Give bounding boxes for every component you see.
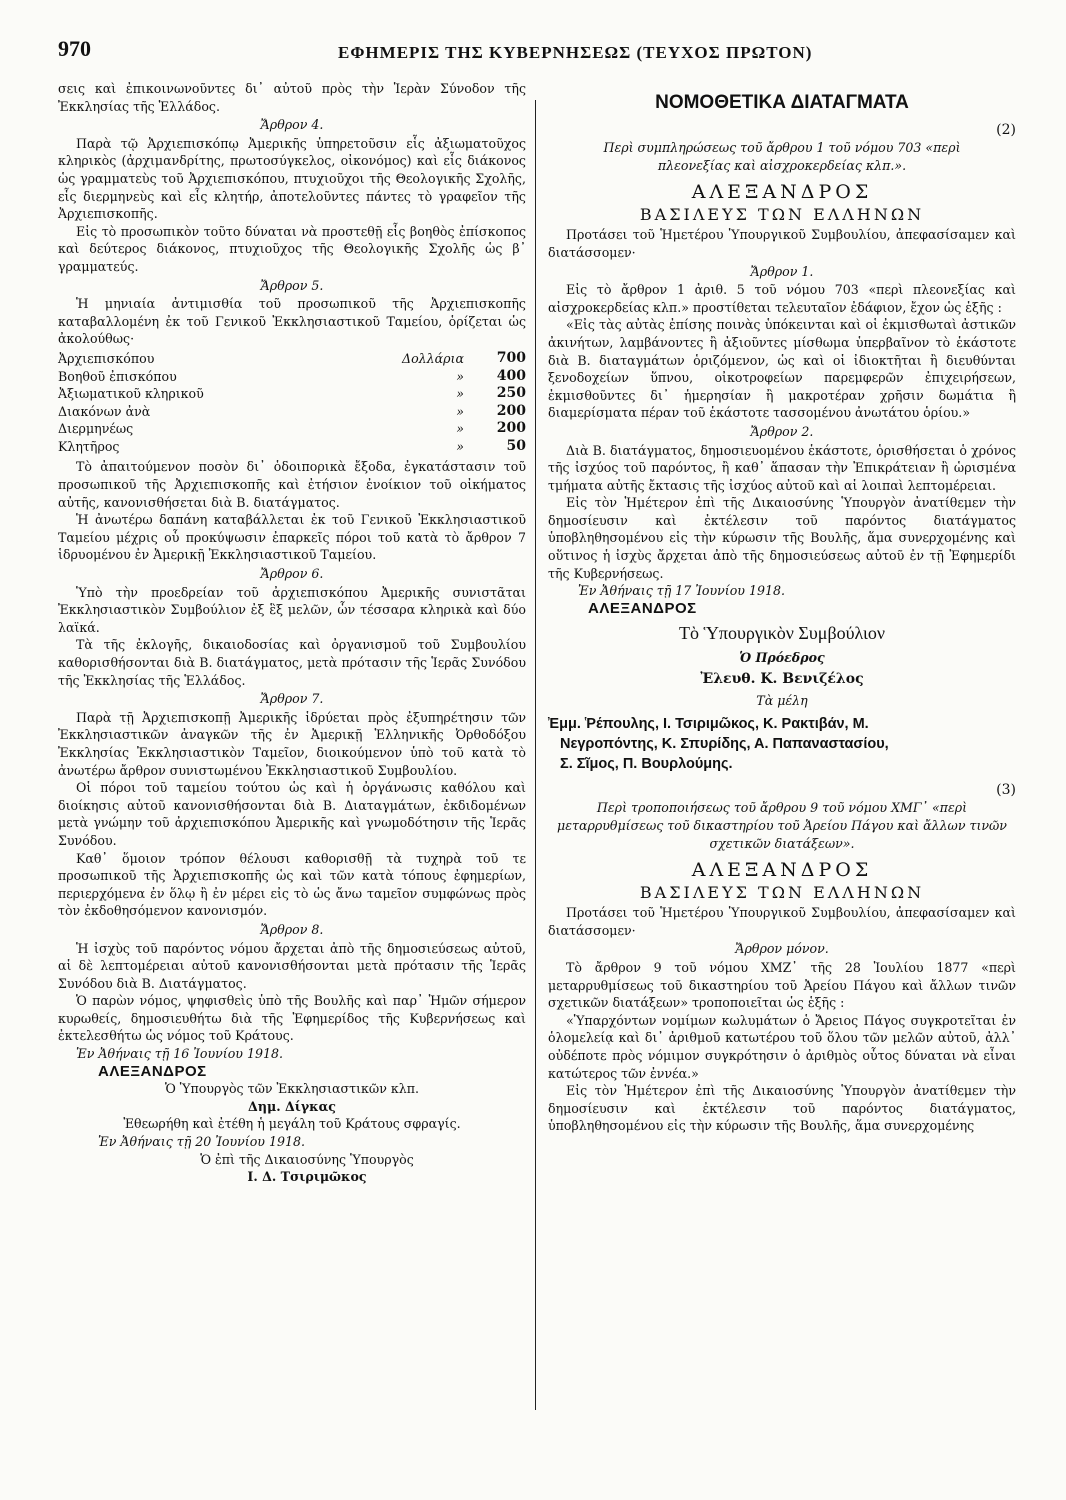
king-name: ΑΛΕΞΑΝΔΡΟΣ [691,181,873,204]
seal-note: Ἐθεωρήθη καὶ ἐτέθη ἡ μεγάλη τοῦ Κράτους σφραγίς. [123,1116,461,1132]
decree-subject: Περὶ τροποποιήσεως τοῦ ἄρθρου 9 τοῦ νόμου ΧΜΓ᾽ «περὶ μεταρρυθμίσεως τοῦ δικαστηρίου τοῦ Ἀρείου Πάγου καὶ ἄλλων τινῶν σχετικῶν διατάξεων». [557,800,1007,851]
salary-currency: » [456,386,464,402]
date-line: Ἐν Ἀθήναις τῇ 16 Ἰουνίου 1918. [76,1046,284,1062]
left-column [58,80,526,1186]
salary-currency: » [456,438,464,454]
paragraph: Προτάσει τοῦ Ἡμετέρου Ὑπουργικοῦ Συμβουλίου, ἀπεφασίσαμεν καὶ διατάσσομεν· [548,905,1016,938]
paragraph: Ὁ παρὼν νόμος, ψηφισθεὶς ὑπὸ τῆς Βουλῆς καὶ παρ᾽ Ἡμῶν σήμερον κυρωθείς, δημοσιευθήτω διὰ τῆς Ἐφημερίδος τῆς Κυβερνήσεως καὶ ἐκτελεσθήτω ὡς νόμος τοῦ Κράτους. [58,993,526,1044]
salary-amount: 50 [506,437,526,454]
table-row [58,438,526,456]
decree-number: (3) [996,781,1016,798]
council-members [548,714,1016,774]
paragraph: Εἰς τὸν Ἡμέτερον ἐπὶ τῆς Δικαιοσύνης Ὑπουργὸν ἀνατίθεμεν τὴν δημοσίευσιν καὶ ἐκτέλεσιν τοῦ παρόντος διατάγματος ὑποβληθησομένου εἰς τὴν κύρωσιν τῆς Βουλῆς, ἅμα συνερχομένης καὶ οὕτινος ἡ ἰσχὺς ἄρχεται ἀπὸ τῆς δημοσιεύσεως αὐτοῦ ἐν τῇ Ἐφημερίδι τῆς Κυβερνήσεως. [548,495,1016,581]
paragraph: Εἰς τὸ προσωπικὸν τοῦτο δύναται νὰ προστεθῇ εἷς βοηθὸς ἐπίσκοπος καὶ δεύτερος διάκονος, πτυχιοῦχος τῆς Θεολογικῆς Σχολῆς ὡς β᾽ γραμματεύς. [58,223,526,274]
article-heading: Ἄρθρον 2. [750,423,814,439]
president-label: Ὁ Πρόεδρος [739,650,825,666]
page-header [58,36,1018,68]
justice-minister-name: Ι. Δ. Τσιριμῶκος [247,1169,367,1185]
salary-currency: Δολλάρια [402,350,464,366]
salary-role: Διερμηνέως [58,421,134,437]
date-line: Ἐν Ἀθήναις τῇ 17 Ἰουνίου 1918. [578,583,786,599]
article-heading: Ἄρθρον 4. [260,117,324,133]
table-row [58,403,526,421]
paragraph: Τὰ τῆς ἐκλογῆς, δικαιοδοσίας καὶ ὀργανισμοῦ τοῦ Συμβουλίου καθορισθήσονται διὰ Β. διατάγματος, μετὰ πρότασιν τῆς Ἱερᾶς Συνόδου τῆς Ἐκκλησίας τῆς Ἑλλάδος. [58,637,526,688]
article-heading: Ἄρθρον μόνον. [735,941,829,957]
decree-number: (2) [996,121,1016,138]
salary-currency: » [456,403,464,419]
paragraph: Τὸ ἀπαιτούμενον ποσὸν δι᾽ ὁδοιπορικὰ ἔξοδα, ἐγκατάστασιν τοῦ προσωπικοῦ τῆς Ἀρχιεπισκοπῆς καὶ ἐτήσιον ἐνοίκιον τοῦ οἰκήματος αὐτῆς, κανονισθήσεται διὰ Β. διατάγματος. [58,459,526,510]
council-title: Τὸ Ὑπουργικὸν Συμβούλιον [678,623,886,644]
salary-role: Κλητῆρος [58,438,120,454]
members-line: Ἐμμ. Ῥέπουλης, Ι. Τσιριμῶκος, Κ. Ρακτιβάν, Μ. [548,715,869,732]
salary-role: Βοηθοῦ ἐπισκόπου [58,368,177,384]
right-column [548,80,1016,1135]
salary-amount: 250 [496,385,526,402]
salary-amount: 200 [496,402,526,419]
article-heading: Ἄρθρον 1. [750,263,814,279]
article-heading: Ἄρθρον 8. [260,921,324,937]
paragraph: Προτάσει τοῦ Ἡμετέρου Ὑπουργικοῦ Συμβουλίου, ἀπεφασίσαμεν καὶ διατάσσομεν· [548,227,1016,260]
paragraph: Παρὰ τῇ Ἀρχιεπισκοπῇ Ἀμερικῆς ἱδρύεται πρὸς ἐξυπηρέτησιν τῶν Ἐκκλησιαστικῶν ἀναγκῶν τῆς ἐν Ἀμερικῇ Ἑλληνικῆς Ὀρθοδόξου Ἐκκλησίας Ἐκκλησιαστικὸν Ταμεῖον, διοικούμενον ὑπὸ τοῦ κατὰ τὸ ἀνωτέρω ἄρθρον συνιστωμένου Ἐκκλησιαστικοῦ Συμβουλίου. [58,709,526,778]
date-line: Ἐν Ἀθήναις τῇ 20 Ἰουνίου 1918. [98,1134,306,1150]
salary-amount: 700 [496,349,526,366]
paragraph: «Εἰς τὰς αὐτὰς ἐπίσης ποινὰς ὑπόκεινται καὶ οἱ ἐκμισθωταὶ ἀστικῶν ἀκινήτων, λαμβάνοντες ἢ ἀξιοῦντες μίσθωμα ὑπερβαῖνον τὸ ἑκάστοτε διὰ Β. διαταγμάτων ὁριζόμενον, ὡς καὶ οἱ ἰδιοκτῆται ἢ διευθύνται ξενοδοχείων ὕπνου, οἰκοτροφείων παρεμφερῶν ἐπιχειρήσεων, ἐκμισθοῦντες δι᾽ ἡμερησίαν ἢ μακροτέραν χρῆσιν δωμάτια ἢ διαμερίσματα πέραν τοῦ ἑκάστοτε τασσομένου ἀνωτάτου ὁρίου.» [548,317,1016,421]
article-heading: Ἄρθρον 7. [260,691,324,707]
salary-amount: 400 [496,367,526,384]
paragraph: «Ὑπαρχόντων νομίμων κωλυμάτων ὁ Ἄρειος Πάγος συγκροτεῖται ἐν ὁλομελείᾳ καὶ δι᾽ ἀριθμοῦ κατωτέρου τοῦ ὅλου τῶν μελῶν αὐτοῦ, ἀλλ᾽ οὐδέποτε πρὸς νόμιμον συγκρότησιν ὁ ἀριθμὸς οὗτος δύναται νὰ εἶναι κατώτερος τῶν ἐννέα.» [548,1012,1016,1081]
salary-role: Διακόνων ἀνὰ [58,403,151,419]
section-title: ΝΟΜΟΘΕΤΙΚΑ ΔΙΑΤΑΓΜΑΤΑ [655,92,909,113]
king-title: ΒΑΣΙΛΕΥΣ ΤΩΝ ΕΛΛΗΝΩΝ [639,883,925,903]
paragraph: Ἡ ἀνωτέρω δαπάνη καταβάλλεται ἐκ τοῦ Γενικοῦ Ἐκκλησιαστικοῦ Ταμείου μέχρις οὗ προκύψωσιν ἐπαρκεῖς πόροι τοῦ κατὰ τὸ ἄρθρον 7 ἱδρυομένου ἐν Ἀμερικῇ Ἐκκλησιαστικοῦ Ταμείου. [58,512,526,563]
salary-currency: » [456,368,464,384]
salary-role: Ἀρχιεπισκόπου [58,350,155,366]
column-divider [535,100,536,1410]
members-line: Σ. Σῖμος, Π. Βουρλούμης. [560,755,733,772]
paragraph: Εἰς τὸν Ἡμέτερον ἐπὶ τῆς Δικαιοσύνης Ὑπουργὸν ἀνατίθεμεν τὴν δημοσίευσιν καὶ ἐκτέλεσιν τοῦ παρόντος διατάγματος, ὑποβληθησομένου εἰς τὴν κύρωσιν τῆς Βουλῆς, ἅμα συνερχομένης [548,1083,1016,1134]
paragraph: Οἱ πόροι τοῦ ταμείου τούτου ὡς καὶ ἡ ὀργάνωσις καθόλου καὶ διοίκησις αὐτοῦ κανονισθήσονται διὰ Β. Διαταγμάτων, ἐκδιδομένων μετὰ γνώμην τοῦ ἀρχιεπισκόπου Ἀμερικῆς καὶ γνωμοδότησιν τῆς Ἱερᾶς Συνόδου. [58,780,526,848]
paragraph: Τὸ ἄρθρον 9 τοῦ νόμου ΧΜΖ᾽ τῆς 28 Ἰουλίου 1877 «περὶ μεταρρυθμίσεως τοῦ δικαστηρίου τοῦ Ἀρείου Πάγου καὶ ἄλλων τινῶν σχετικῶν διατάξεων» τροποποιεῖται ὡς ἑξῆς : [548,959,1016,1011]
members-line: Νεγροπόντης, Κ. Σπυρίδης, Α. Παπαναστασίου, [560,735,889,752]
paragraph: Ἡ ἰσχὺς τοῦ παρόντος νόμου ἄρχεται ἀπὸ τῆς δημοσιεύσεως αὐτοῦ, αἱ δὲ λεπτομέρειαι αὐτοῦ κανονισθήσονται μετὰ πρότασιν τῆς Ἱερᾶς Συνόδου διὰ Β. Διατάγματος. [58,940,526,991]
salary-currency: » [456,421,464,437]
members-label: Τὰ μέλη [756,693,808,709]
paragraph: Διὰ Β. διατάγματος, δημοσιευομένου ἑκάστοτε, ὁρισθήσεται ὁ χρόνος τῆς ἰσχύος τοῦ παρόντος, ἢ καθ᾽ ἅπασαν τὴν Ἐπικράτειαν ἢ ὡρισμένα τμήματα αὐτῆς ἔκτασις τῆς ἰσχύος αὐτοῦ καὶ αἱ λοιπαὶ λεπτομέρειαι. [548,442,1016,493]
table-row [58,350,526,368]
article-heading: Ἄρθρον 5. [260,277,324,293]
paragraph: Ἡ μηνιαία ἀντιμισθία τοῦ προσωπικοῦ τῆς Ἀρχιεπισκοπῆς καταβαλλομένη ἐκ τοῦ Γενικοῦ Ἐκκλησιαστικοῦ Ταμείου, ὁρίζεται ὡς ἀκολούθως· [58,296,526,347]
minister-name: Δημ. Δίγκας [248,1098,336,1114]
running-head: ΕΦΗΜΕΡΙΣ ΤΗΣ ΚΥΒΕΡΝΗΣΕΩΣ (ΤΕΥΧΟΣ ΠΡΩΤΟΝ) [338,43,813,62]
table-row [58,368,526,386]
paragraph: Ὑπὸ τὴν προεδρείαν τοῦ ἀρχιεπισκόπου Ἀμερικῆς συνιστᾶται Ἐκκλησιαστικὸν Συμβούλιον ἐξ ἓξ μελῶν, ὧν τέσσαρα κληρικὰ καὶ δύο λαϊκά. [58,584,526,635]
paragraph: σεις καὶ ἐπικοινωνοῦντες δι᾽ αὐτοῦ πρὸς τὴν Ἱερὰν Σύνοδον τῆς Ἐκκλησίας τῆς Ἑλλάδος. [58,81,526,114]
king-signature: ΑΛΕΞΑΝΔΡΟΣ [98,1062,207,1080]
salary-amount: 200 [496,420,526,437]
paragraph: Παρὰ τῷ Ἀρχιεπισκόπῳ Ἀμερικῆς ὑπηρετοῦσιν εἷς ἀξιωματοῦχος κληρικὸς (ἀρχιμανδρίτης, πρωτοσύγκελος, οἰκονόμος) καὶ εἷς διάκονος ὡς γραμματεὺς τοῦ Ἀρχιεπισκόπου, πτυχιοῦχοι τῆς Θεολογικῆς Σχολῆς, εἷς διερμηνεὺς καὶ εἷς κλητήρ, ἀποτελοῦντες πάντες τὸ γραφεῖον τῆς Ἀρχιεπισκοπῆς. [58,135,526,222]
paragraph: Καθ᾽ ὅμοιον τρόπον θέλουσι καθορισθῇ τὰ τυχηρὰ τοῦ τε προσωπικοῦ τῆς Ἀρχιεπισκοπῆς ὡς καὶ τῶν κατὰ τόπους ἐφημερίων, περιερχόμενα ἐν ὅλῳ ἢ ἐν μέρει εἰς τὸ ὡς ἄνω ταμεῖον συμφώνως πρὸς τὸν ἐκδοθησόμενον κανονισμόν. [58,850,526,919]
king-name: ΑΛΕΞΑΝΔΡΟΣ [691,859,873,882]
salary-role: Ἀξιωματικοῦ κληρικοῦ [58,386,204,402]
king-signature: ΑΛΕΞΑΝΔΡΟΣ [588,599,697,617]
decree-subject: Περὶ συμπληρώσεως τοῦ ἄρθρου 1 τοῦ νόμου 703 «περὶ πλεονεξίας καὶ αἰσχροκερδείας κλπ.». [603,140,961,173]
table-row [58,420,526,438]
salary-table [58,350,526,456]
paragraph: Εἰς τὸ ἄρθρον 1 ἀριθ. 5 τοῦ νόμου 703 «περὶ πλεονεξίας καὶ αἰσχροκερδείας κλπ.» προστίθεται τελευταῖον ἐδάφιον, ἔχον ὡς ἑξῆς : [548,282,1016,315]
king-title: ΒΑΣΙΛΕΥΣ ΤΩΝ ΕΛΛΗΝΩΝ [639,205,925,225]
page-number: 970 [58,36,91,61]
president-name: Ἐλευθ. Κ. Βενιζέλος [700,670,864,687]
article-heading: Ἄρθρον 6. [260,566,324,582]
table-row [58,385,526,403]
minister-title: Ὁ Ὑπουργὸς τῶν Ἐκκλησιαστικῶν κλπ. [164,1081,419,1097]
justice-minister-title: Ὁ ἐπὶ τῆς Δικαιοσύνης Ὑπουργὸς [200,1151,414,1167]
